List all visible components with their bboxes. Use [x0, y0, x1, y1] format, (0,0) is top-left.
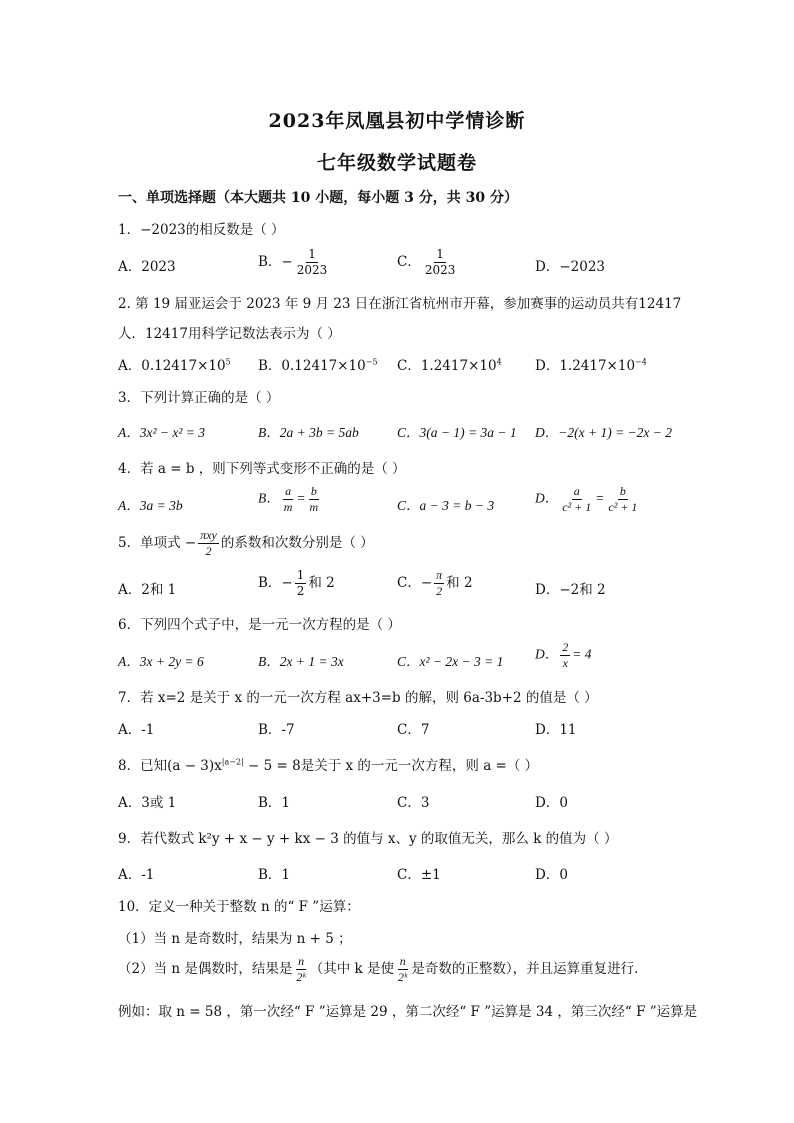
section-heading: 一、单项选择题（本大题共 10 小题，每小题 3 分，共 30 分）	[118, 190, 518, 206]
q4-b-fraction-right	[308, 484, 321, 515]
fraction-denominator: 2	[296, 584, 305, 598]
fraction-denominator: x	[562, 656, 568, 670]
fraction-numerator: π	[436, 568, 443, 582]
question-5-stem	[118, 528, 374, 559]
q8-option-c: C．3	[397, 795, 430, 811]
q4-d-fraction-right	[606, 484, 639, 515]
fraction-denominator: 2	[436, 584, 443, 598]
fraction-denominator: 2ᵏ	[398, 970, 408, 984]
q6-option-d-prefix: D．	[535, 646, 559, 662]
q5-option-c-prefix: C．−	[397, 575, 433, 591]
q5-stem-suffix: 的系数和次数分别是（ ）	[220, 535, 374, 551]
q1-option-d: D．−2023	[535, 259, 605, 275]
q1-option-a: A．2023	[118, 259, 176, 275]
fraction-denominator: c² + 1	[608, 500, 638, 514]
q9-option-d: D．0	[535, 867, 568, 883]
question-4-stem: 4．若 a = b ，则下列等式变形不正确的是（ ）	[118, 461, 406, 477]
q7-option-b: B．-7	[258, 722, 295, 738]
q2-option-a-exponent: 5	[225, 357, 231, 367]
q2-option-b	[258, 354, 378, 374]
q1-option-c-prefix: C．	[397, 254, 421, 270]
q5-b-fraction	[295, 568, 307, 599]
fraction-denominator: m	[309, 500, 319, 514]
q8-option-b: B．1	[258, 795, 291, 811]
q4-option-c: C．a − 3 = b − 3	[397, 498, 495, 513]
fraction-numerator: n	[298, 954, 305, 968]
q1-option-b	[258, 247, 331, 278]
question-9-stem: 9．若代数式 k²y + x − y + kx − 3 的值与 x、y 的取值无关，那么 k 的值为（ ）	[118, 831, 618, 847]
question-3-stem: 3．下列计算正确的是（ ）	[118, 390, 280, 406]
fraction-numerator: b	[310, 484, 317, 498]
q10-rule2-fraction-2	[396, 954, 409, 985]
fraction-numerator: a	[285, 484, 292, 498]
fraction-numerator: 1	[308, 247, 316, 261]
q2-option-a-text: A．0.12417×10	[118, 358, 226, 374]
fraction-numerator: πxy	[200, 528, 217, 542]
question-6-stem: 6．下列四个式子中，是一元一次方程的是（ ）	[118, 617, 401, 633]
q10-rule2-prefix: （2）当 n 是偶数时，结果是	[118, 961, 293, 977]
fraction-denominator: c² + 1	[562, 500, 592, 514]
q4-b-fraction-left	[282, 484, 295, 515]
q6-option-d-suffix: = 4	[572, 646, 592, 662]
fraction-numerator: 1	[436, 247, 444, 261]
q8-option-a: A．3或 1	[118, 795, 177, 811]
fraction-numerator: n	[399, 954, 406, 968]
fraction-denominator: 2023	[424, 263, 456, 277]
q8-stem-prefix: 8．已知(a − 3)x	[118, 758, 222, 774]
q5-option-c-suffix: 和 2	[446, 575, 473, 591]
q5-option-a: A．2和 1	[118, 582, 177, 598]
q6-option-d	[535, 640, 592, 671]
q1-option-c	[397, 247, 459, 278]
fraction-numerator: 2	[562, 640, 569, 654]
question-10-stem: 10．定义一种关于整数 n 的“ F ”运算：	[118, 899, 360, 915]
q3-option-d: D．−2(x + 1) = −2x − 2	[535, 425, 673, 440]
q6-option-b: B．2x + 1 = 3x	[258, 654, 344, 669]
q2-option-b-text: B．0.12417×10	[258, 358, 366, 374]
question-10-rule-1: （1）当 n 是奇数时，结果为 n + 5 ；	[118, 931, 352, 947]
q4-option-b-prefix: B．	[258, 490, 280, 506]
q10-rule2-suffix: 是奇数的正整数），并且运算重复进行．	[411, 961, 648, 977]
q8-stem-exponent: |a−2|	[221, 757, 244, 767]
question-2-stem-line1: 2. 第 19 届亚运会于 2023 年 9 月 23 日在浙江省杭州市开幕，参加赛事的运动员共有12417	[118, 296, 682, 312]
q2-option-d	[535, 354, 647, 374]
q6-option-c: C．x² − 2x − 3 = 1	[397, 654, 504, 669]
q7-option-c: C．7	[397, 722, 430, 738]
q5-option-b-suffix: 和 2	[308, 575, 335, 591]
q9-option-b: B．1	[258, 867, 291, 883]
q7-option-a: A．-1	[118, 722, 155, 738]
q3-option-a: A．3x² − x² = 3	[118, 425, 206, 440]
q5-stem-fraction	[198, 528, 219, 559]
q9-option-a: A．-1	[118, 867, 155, 883]
q8-stem-suffix: − 5 = 8是关于 x 的一元一次方程，则 a =（ ）	[243, 758, 539, 774]
q1-option-b-fraction	[295, 247, 330, 278]
question-2-stem-line2: 人．12417用科学记数法表示为（ ）	[118, 326, 341, 342]
q2-option-d-text: D．1.2417×10	[535, 358, 636, 374]
q3-option-b: B．2a + 3b = 5ab	[258, 425, 359, 440]
question-10-example: 例如：取 n = 58 ，第一次经“ F ”运算是 29 ，第二次经“ F ”运算是 34 ，第三次经“ F ”运算是	[118, 1004, 698, 1020]
q4-d-fraction-left	[560, 484, 593, 515]
q5-c-fraction	[434, 568, 444, 599]
q9-option-c: C．±1	[397, 867, 441, 883]
q2-option-c-exponent: 4	[496, 357, 502, 367]
q5-stem-prefix: 5．单项式 −	[118, 535, 197, 551]
exam-subtitle: 七年级数学试题卷	[316, 152, 477, 174]
q10-rule2-mid: （其中 k 是使	[309, 961, 395, 977]
q4-option-d-prefix: D．	[535, 490, 559, 506]
q3-option-c: C．3(a − 1) = 3a − 1	[397, 425, 517, 440]
q5-option-b	[258, 568, 335, 599]
q5-option-d: D．−2和 2	[535, 582, 606, 598]
q6-d-fraction	[560, 640, 570, 671]
q10-rule2-fraction	[294, 954, 307, 985]
q2-option-d-exponent: −4	[635, 357, 647, 367]
fraction-denominator: 2023	[296, 263, 328, 277]
question-8-stem	[118, 754, 538, 774]
fraction-denominator: 2	[205, 544, 212, 558]
q1-option-c-fraction	[423, 247, 458, 278]
q4-option-b: B． $\frac{a}{m}$ = $\frac{b}{m}$	[258, 484, 319, 514]
question-10-rule-2	[118, 954, 648, 985]
fraction-denominator: 2ᵏ	[296, 970, 306, 984]
q2-option-c	[397, 354, 502, 374]
q2-option-c-text: C．1.2417×10	[397, 358, 497, 374]
q5-option-c	[397, 568, 473, 599]
q7-option-d: D．11	[535, 722, 577, 738]
q2-option-b-exponent: −5	[365, 357, 378, 367]
fraction-numerator: a	[573, 484, 580, 498]
question-7-stem: 7．若 x=2 是关于 x 的一元一次方程 ax+3=b 的解，则 6a-3b+2 的值是（ ）	[118, 690, 598, 706]
fraction-numerator: 1	[296, 568, 305, 582]
q8-option-d: D．0	[535, 795, 568, 811]
exam-title: 2023年凤凰县初中学情诊断	[268, 110, 526, 132]
q4-option-d: D． $\frac{a}{\text{c² + 1}}$ = $\frac{b}{\text{c² + 1}}$	[535, 484, 638, 514]
q4-option-a: A．3a = 3b	[118, 498, 183, 513]
question-1-stem: 1．−2023的相反数是（ ）	[118, 222, 285, 238]
fraction-denominator: m	[283, 500, 293, 514]
q1-option-b-prefix: B．−	[258, 254, 293, 270]
q5-option-b-prefix: B．−	[258, 575, 293, 591]
q2-option-a	[118, 354, 231, 374]
fraction-numerator: b	[619, 484, 626, 498]
q6-option-a: A．3x + 2y = 6	[118, 654, 204, 669]
